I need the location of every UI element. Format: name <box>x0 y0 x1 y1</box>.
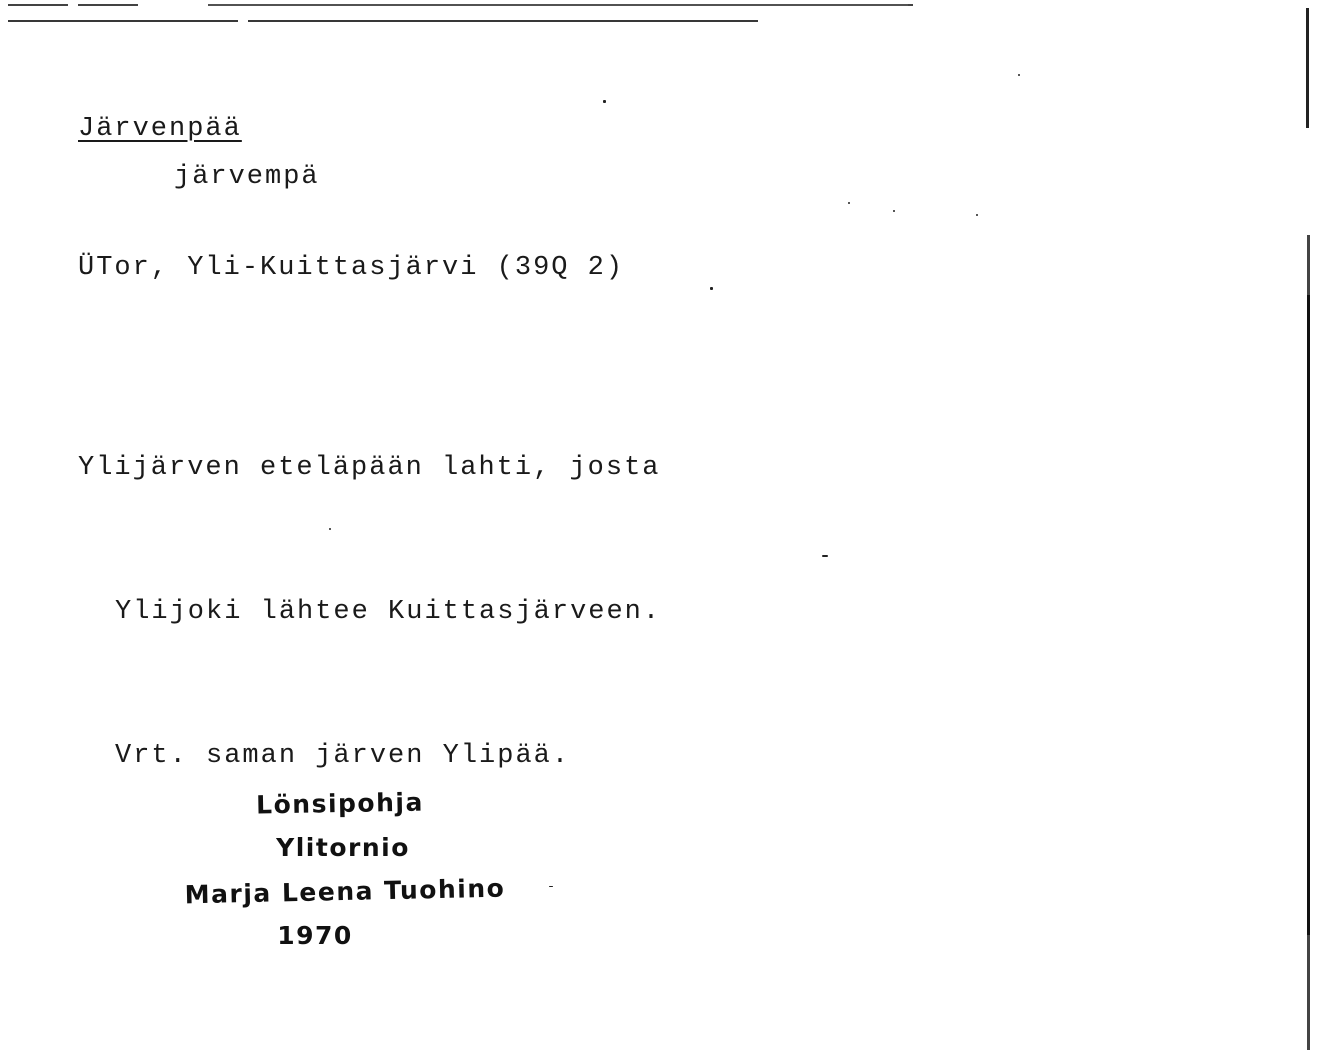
scan-edge-right <box>1307 235 1310 1050</box>
place-name-heading: Järvenpää <box>78 114 242 144</box>
dialect-form: järvempä <box>174 162 320 192</box>
location-line: ÜTor, Yli-Kuittasjärvi (39Q 2) <box>78 253 625 283</box>
description-line: Vrt. saman järven Ylipää. <box>115 741 571 771</box>
scan-edge-right-upper <box>1306 8 1309 128</box>
stamp-parish: Ylitornio <box>276 833 410 862</box>
collector-stamp <box>160 782 530 958</box>
scan-speck <box>893 210 895 212</box>
scan-speck <box>603 100 606 103</box>
scan-edge-top-inner <box>8 20 758 22</box>
description-line: Ylijärven eteläpään lahti, josta <box>78 453 661 483</box>
scan-speck <box>848 202 850 204</box>
scan-speck <box>822 555 828 557</box>
stamp-year: 1970 <box>277 921 353 950</box>
scan-edge-top <box>8 4 913 6</box>
scan-speck <box>710 287 713 290</box>
stamp-region: Lönsipohja <box>255 787 425 820</box>
stamp-collector: Marja Leena Tuohino <box>184 873 506 910</box>
scan-speck <box>549 886 553 887</box>
scan-speck <box>1018 74 1020 76</box>
scan-speck <box>976 214 978 216</box>
description-line: Ylijoki lähtee Kuittasjärveen. <box>115 597 662 627</box>
